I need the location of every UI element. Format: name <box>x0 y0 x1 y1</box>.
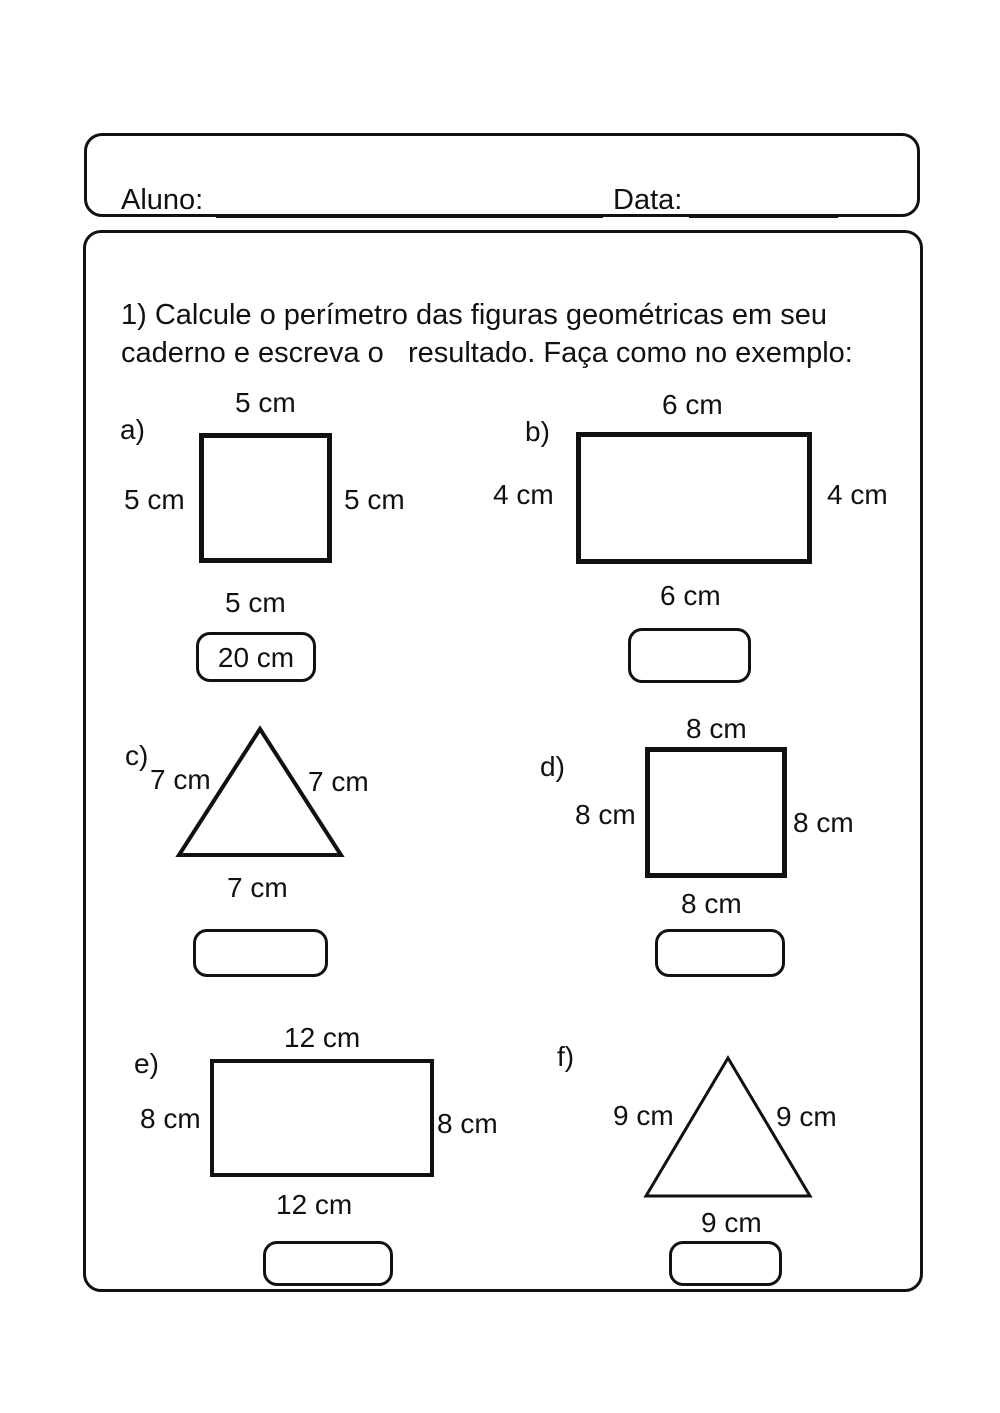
figure-b-right-side: 4 cm <box>827 479 888 510</box>
figure-f-bottom-side: 9 cm <box>701 1207 762 1238</box>
question-line-2: caderno e escreva o resultado. Faça como no exemplo: <box>121 337 853 369</box>
figure-e-label: e) <box>134 1048 159 1079</box>
date-field[interactable] <box>689 188 838 218</box>
figure-f-answer-box[interactable] <box>669 1241 782 1286</box>
figure-e-bottom-side: 12 cm <box>276 1189 353 1220</box>
figure-a-square <box>199 433 332 563</box>
figure-c-right-side: 7 cm <box>308 766 369 797</box>
figure-d-right-side: 8 cm <box>793 807 854 838</box>
figure-c-answer-box[interactable] <box>193 929 328 977</box>
figure-d-label: d) <box>540 751 565 782</box>
question-line-1: 1) Calcule o perímetro das figuras geométricas em seu <box>121 299 827 331</box>
figure-f-label: f) <box>557 1041 575 1072</box>
figure-f-right-side: 9 cm <box>776 1101 837 1132</box>
figure-b-answer-box[interactable] <box>628 628 751 683</box>
figure-c-left-side: 7 cm <box>150 764 211 795</box>
figure-d-left-side: 8 cm <box>575 799 636 830</box>
figure-e-answer-box[interactable] <box>263 1241 393 1286</box>
figure-f-left-side: 9 cm <box>613 1100 674 1131</box>
figure-d-square <box>645 747 787 878</box>
figure-b-rectangle <box>576 432 812 564</box>
figure-a-answer-box[interactable]: 20 cm <box>196 632 316 682</box>
figure-e-top-side: 12 cm <box>284 1022 361 1053</box>
figure-b-bottom-side: 6 cm <box>660 580 721 611</box>
figure-a-top-side: 5 cm <box>235 387 296 418</box>
figure-e-right-side: 8 cm <box>437 1108 498 1139</box>
figure-d-bottom-side: 8 cm <box>681 888 742 919</box>
figure-b-left-side: 4 cm <box>493 479 554 510</box>
student-name-field[interactable] <box>216 188 603 218</box>
figure-c-bottom-side: 7 cm <box>227 872 288 903</box>
figure-d-top-side: 8 cm <box>686 713 747 744</box>
figure-b-top-side: 6 cm <box>662 389 723 420</box>
figure-d-answer-box[interactable] <box>655 929 785 977</box>
question-text <box>121 296 853 372</box>
figure-e-rectangle <box>210 1059 434 1177</box>
date-label: Data: <box>613 184 683 216</box>
figure-b-label: b) <box>525 416 550 447</box>
figure-a-left-side: 5 cm <box>124 484 185 515</box>
figure-a-bottom-side: 5 cm <box>225 587 286 618</box>
figure-a-right-side: 5 cm <box>344 484 405 515</box>
student-label: Aluno: <box>121 184 204 216</box>
figure-e-left-side: 8 cm <box>140 1103 201 1134</box>
figure-c-label: c) <box>125 740 149 771</box>
figure-a-label: a) <box>120 414 145 445</box>
